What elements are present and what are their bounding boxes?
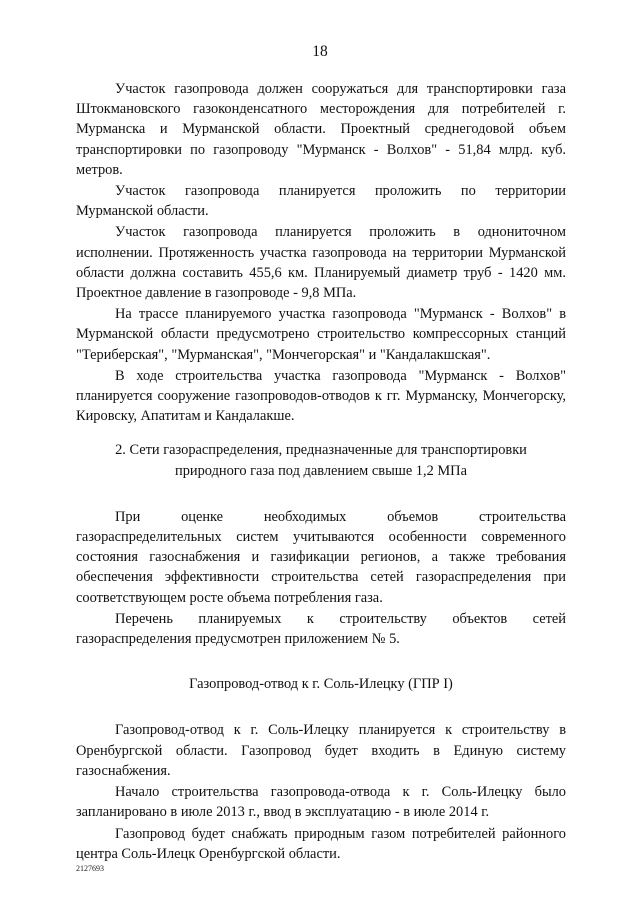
paragraph: Участок газопровода планируется проложить по территории Мурманской области. <box>76 183 566 220</box>
paragraph: Участок газопровода планируется проложить в однониточном исполнении. Протяженность участка газопровода на территории Мурманской области должна составить 455,6 км. Планируемый диаметр труб - 1420 мм. Проектное давление в газопроводе - 9,8 МПа. <box>76 224 566 302</box>
paragraph: На трассе планируемого участка газопровода "Мурманск - Волхов" в Мурманской области предусмотрено строительство компрессорных станций "Териберская", "Мурманская", "Мончегорская" и "Кандалакшская". <box>76 306 566 363</box>
spacer <box>76 694 566 720</box>
spacer <box>76 481 566 507</box>
section-heading-line-2: природного газа под давлением свыше 1,2 МПа <box>175 462 467 479</box>
paragraph: Газопровод-отвод к г. Соль-Илецку планируется к строительству в Оренбургской области. Газопровод будет входить в Единую систему газоснабжения. <box>76 722 566 779</box>
paragraph: При оценке необходимых объемов строительства газораспределительных систем учитываются особенности современного состояния газоснабжения и газификации регионов, а также требования обеспечения эффективности строительства сетей газораспределения при соответствующем росте объема потребления газа. <box>76 508 566 606</box>
paragraph: Перечень планируемых к строительству объектов сетей газораспределения предусмотрен приложением № 5. <box>76 610 566 648</box>
section-heading-line-1: 2. Сети газораспределения, предназначенные для транспортировки <box>115 442 527 459</box>
paragraph: В ходе строительства участка газопровода "Мурманск - Волхов" планируется сооружение газопроводов-отводов к гг. Мурманску, Мончегорску, Кировску, Апатитам и Кандалакше. <box>76 367 566 425</box>
page-number: 18 <box>312 43 328 60</box>
document-body <box>76 79 566 864</box>
paragraph: Начало строительства газопровода-отвода к г. Соль-Илецку было запланировано в июле 2013 г., ввод в эксплуатацию - в июле 2014 г. <box>76 784 566 821</box>
document-code: 2127693 <box>76 864 104 873</box>
paragraph: Участок газопровода должен сооружаться для транспортировки газа Штокмановского газоконденсатного месторождения для потребителей г. Мурманска и Мурманской области. Проектный среднегодовой объем транспортировки по газопроводу "Мурманск - Волхов" - 51,84 млрд. куб. метров. <box>76 81 566 178</box>
paragraph: Газопровод будет снабжать природным газом потребителей районного центра Соль-Илецк Оренбургской области. <box>76 825 566 862</box>
subsection-heading: Газопровод-отвод к г. Соль-Илецку (ГПР I) <box>189 676 453 693</box>
